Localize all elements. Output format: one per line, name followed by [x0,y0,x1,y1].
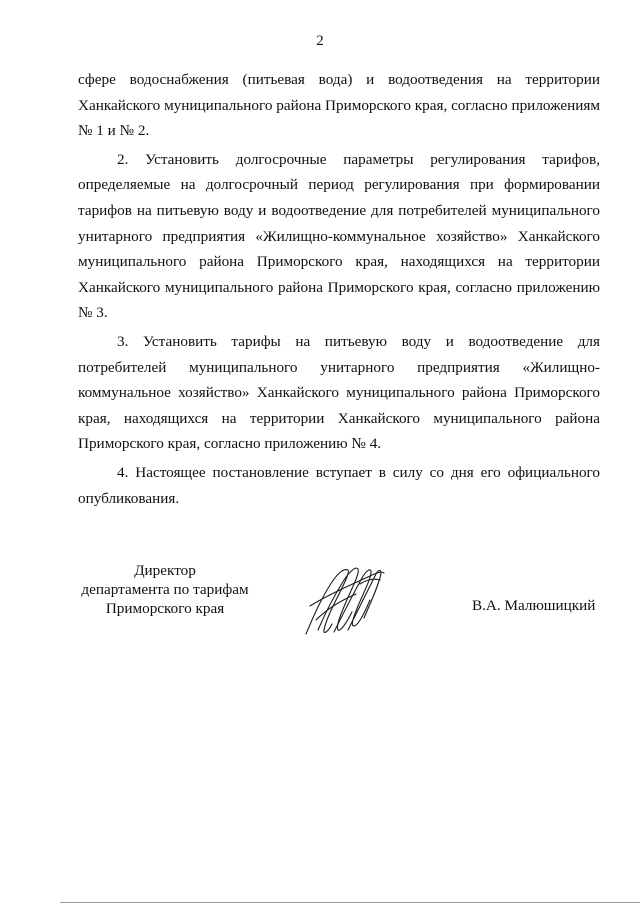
document-body [78,67,600,514]
page-bottom-edge [60,902,640,903]
signatory-name: В.А. Малюшицкий [472,597,596,614]
position-line-3: Приморского края [105,600,225,617]
paragraph-item-4: 4. Настоящее постановление вступает в силу со дня его официального опубликования. [78,463,600,507]
position-line-1: Директор [134,562,196,579]
paragraph-continuation: сфере водоснабжения (питьевая вода) и водоотведения на территории Ханкайского муниципального района Приморского края, согласно приложениям № 1 и № 2. [78,71,600,140]
signatory-position [80,561,250,618]
paragraph-item-2: 2. Установить долгосрочные параметры регулирования тарифов, определяемые на долгосрочный период регулирования при формировании тарифов на питьевую воду и водоотведение для потребителей муниципального унитарного предприятия «Жилищно-коммунальное хозяйство» Ханкайского муниципального района Приморского края, находящихся на территории Ханкайского муниципального района Приморского края, согласно приложению № 3. [78,150,600,322]
paragraph-item-3: 3. Установить тарифы на питьевую воду и водоотведение для потребителей муниципального унитарного предприятия «Жилищно-коммунальное хозяйство» Ханкайского муниципального района Приморского края, находящихся на территории Ханкайского муниципального района Приморского края, согласно приложению № 4. [78,332,600,453]
position-line-2: департамента по тарифам [81,581,249,598]
page-number: 2 [316,33,324,49]
handwritten-signature [298,560,388,640]
